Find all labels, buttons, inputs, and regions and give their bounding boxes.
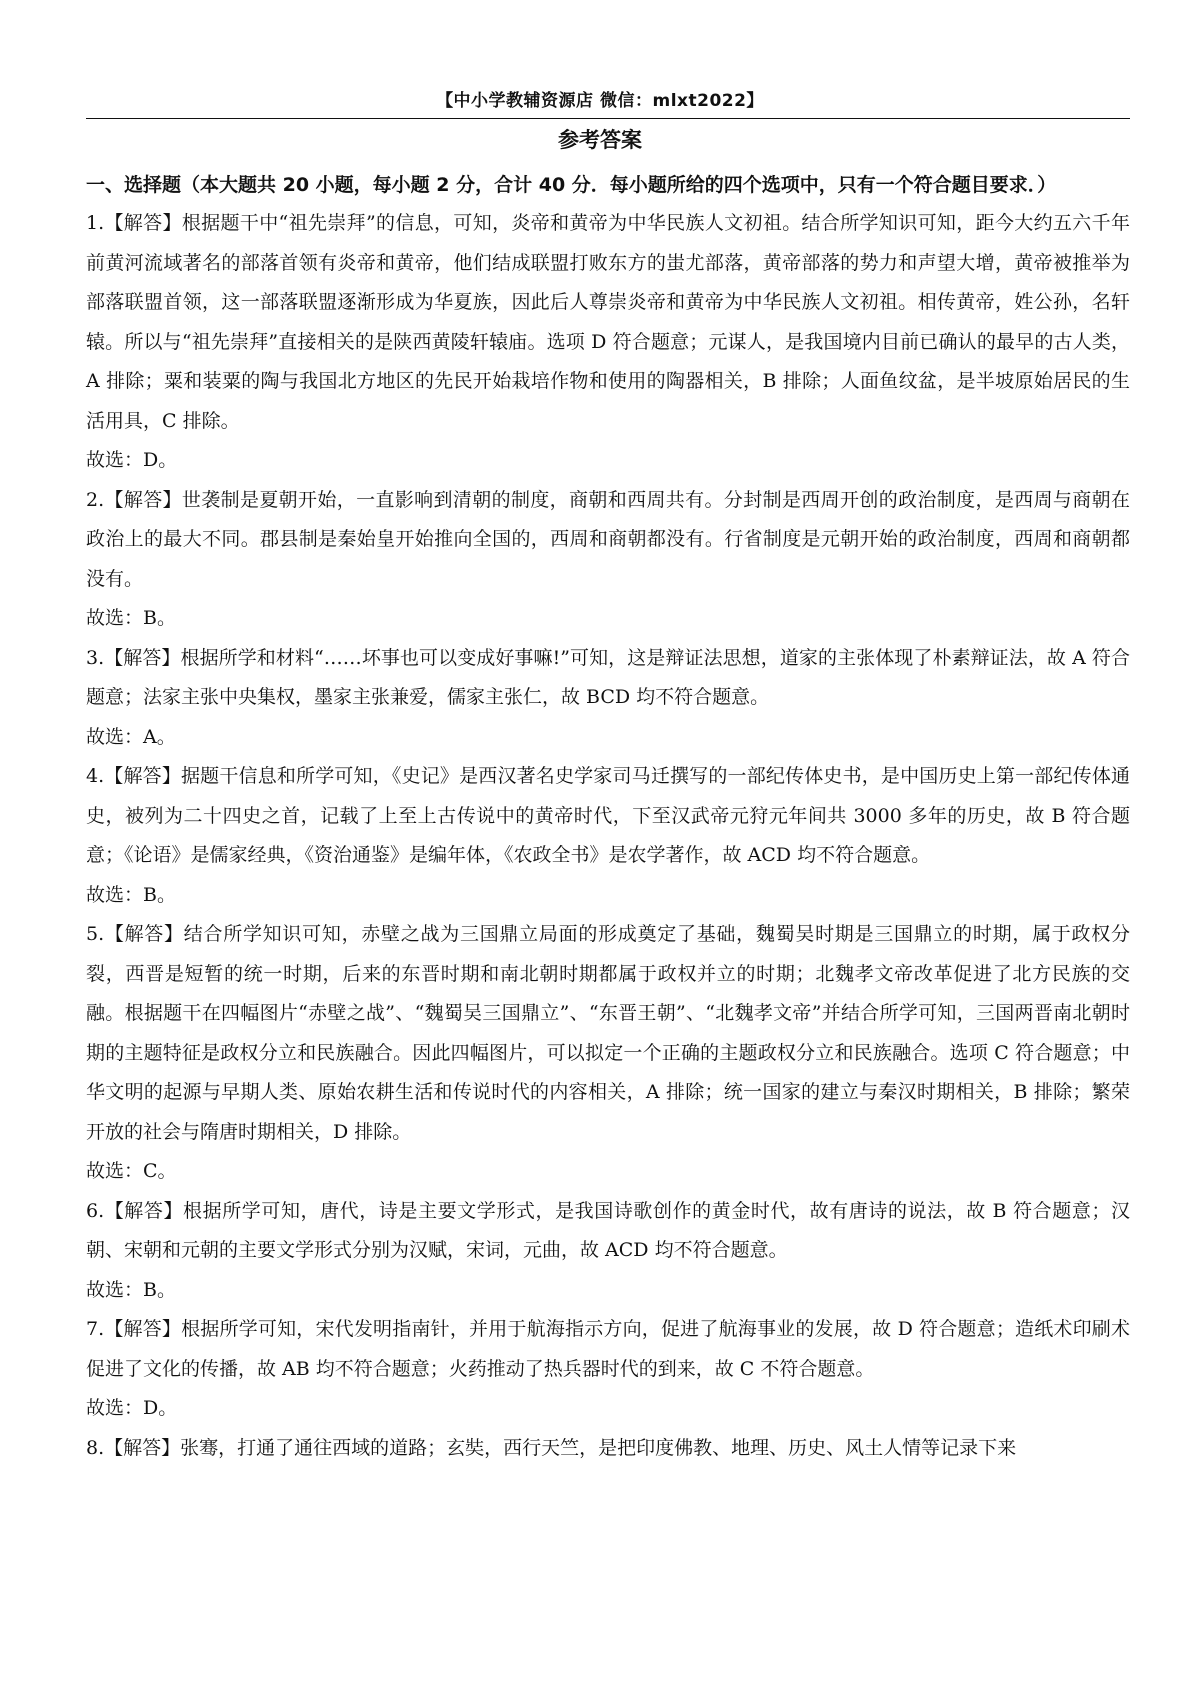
header-banner: 【中小学教辅资源店 微信：mlxt2022】 [436,91,764,111]
answer-6-text: 6.【解答】根据所学可知，唐代，诗是主要文学形式，是我国诗歌创作的黄金时代，故有唐诗的说法，故 B 符合题意；汉朝、宋朝和元朝的主要文学形式分别为汉赋，宋词，元曲，故 ACD 均不符合题意。 [86,1199,1130,1261]
answer-3-conclusion: 故选：A。 [86,725,176,748]
answer-5-text: 5.【解答】结合所学知识可知，赤壁之战为三国鼎立局面的形成奠定了基础，魏蜀吴时期是三国鼎立的时期，属于政权分裂，西晋是短暂的统一时期，后来的东晋时期和南北朝时期都属于政权并立的时期；北魏孝文帝改革促进了北方民族的交融。根据题干在四幅图片“赤壁之战”、“魏蜀吴三国鼎立”、“东晋王朝”、“北魏孝文帝”并结合所学可知，三国两晋南北朝时期的主题特征是政权分立和民族融合。因此四幅图片，可以拟定一个正确的主题政权分立和民族融合。选项 C 符合题意；中华文明的起源与早期人类、原始农耕生活和传说时代的内容相关，A 排除；统一国家的建立与秦汉时期相关，B 排除；繁荣开放的社会与隋唐时期相关，D 排除。 [86,923,1130,1143]
answer-7-conclusion: 故选：D。 [86,1397,178,1419]
section-heading: 一、选择题（本大题共 20 小题，每小题 2 分，合计 40 分．每小题所给的四个选项中，只有一个符合题目要求．） [86,174,1057,196]
answer-3-text: 3.【解答】根据所学和材料“……坏事也可以变成好事嘛!”可知，这是辩证法思想，道家的主张体现了朴素辩证法，故 A 符合题意；法家主张中央集权，墨家主张兼爱，儒家主张仁，故 BCD 均不符合题意。 [86,646,1130,708]
answer-1-conclusion: 故选：D。 [86,449,178,471]
answer-content [86,166,1130,1468]
answer-5-conclusion: 故选：C。 [86,1160,177,1182]
answer-2-text: 2.【解答】世袭制是夏朝开始，一直影响到清朝的制度，商朝和西周共有。分封制是西周开创的政治制度，是西周与商朝在政治上的最大不同。郡县制是秦始皇开始推向全国的，西周和商朝都没有。行省制度是元朝开始的政治制度，西周和商朝都没有。 [86,488,1130,590]
answer-4-text: 4.【解答】据题干信息和所学可知，《史记》是西汉著名史学家司马迁撰写的一部纪传体史书，是中国历史上第一部纪传体通史，被列为二十四史之首，记载了上至上古传说中的黄帝时代，下至汉武帝元狩元年间共 3000 多年的历史，故 B 符合题意；《论语》是儒家经典，《资治通鉴》是编年体，《农政全书》是农学著作，故 ACD 均不符合题意。 [86,765,1130,866]
answer-6-conclusion: 故选：B。 [86,1278,176,1301]
answer-7-text: 7.【解答】根据所学可知，宋代发明指南针，并用于航海指示方向，促进了航海事业的发展，故 D 符合题意；造纸术印刷术促进了文化的传播，故 AB 均不符合题意；火药推动了热兵器时代的到来，故 C 不符合题意。 [86,1318,1130,1380]
page-title: 参考答案 [558,128,642,152]
answer-2-conclusion: 故选：B。 [86,607,176,629]
answer-8-text: 8.【解答】张骞，打通了通往西域的道路；玄奘，西行天竺，是把印度佛教、地理、历史、风土人情等记录下来 [86,1436,1017,1459]
answer-1-text: 1.【解答】根据题干中“祖先崇拜”的信息，可知，炎帝和黄帝为中华民族人文初祖。结合所学知识可知，距今大约五六千年前黄河流域著名的部落首领有炎帝和黄帝，他们结成联盟打败东方的蚩尤部落，黄帝部落的势力和声望大增，黄帝被推举为部落联盟首领，这一部落联盟逐渐形成为华夏族，因此后人尊崇炎帝和黄帝为中华民族人文初祖。相传黄帝，姓公孙，名轩辕。所以与“祖先崇拜”直接相关的是陕西黄陵轩辕庙。选项 D 符合题意；元谋人，是我国境内目前已确认的最早的古人类，A 排除；粟和装粟的陶与我国北方地区的先民开始栽培作物和使用的陶器相关，B 排除；人面鱼纹盆，是半坡原始居民的生活用具，C 排除。 [86,212,1130,432]
answer-4-conclusion: 故选：B。 [86,883,176,906]
header-divider [86,118,1130,119]
